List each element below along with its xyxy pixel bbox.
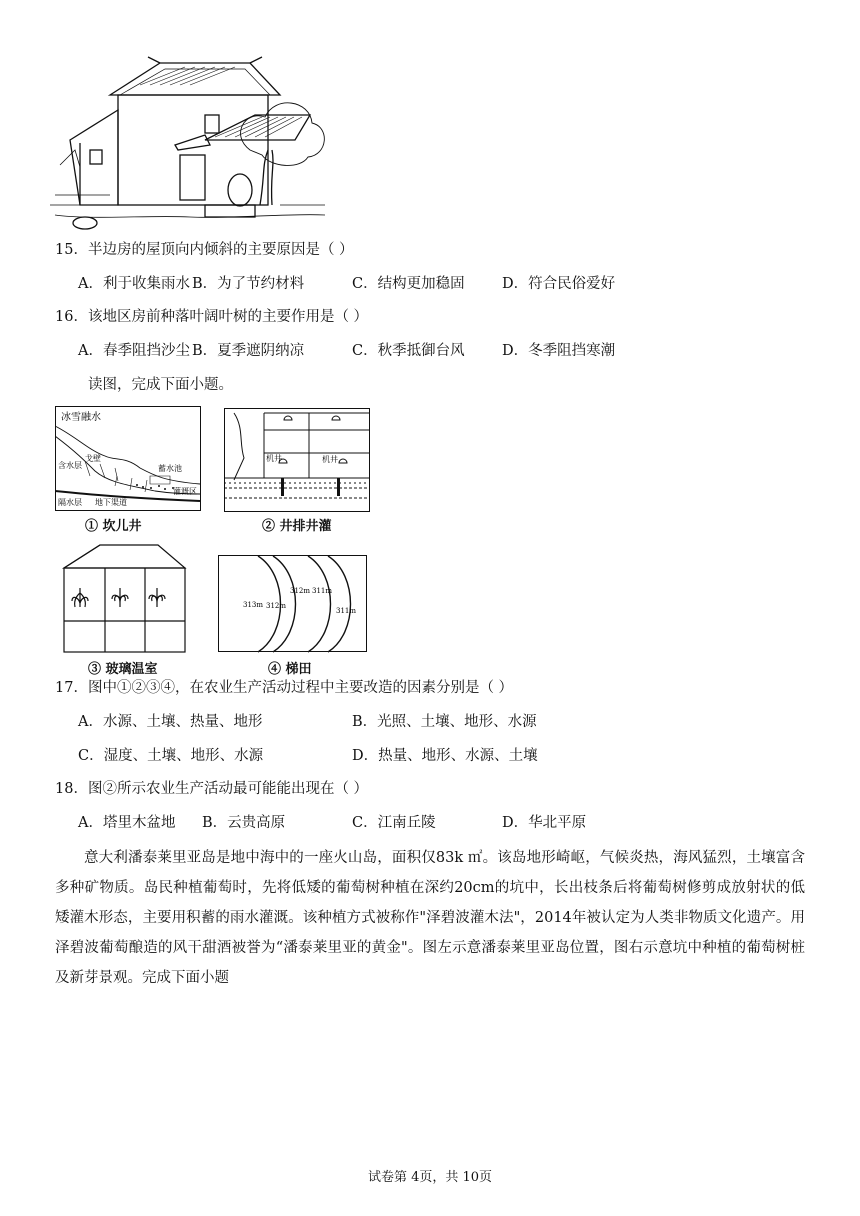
question-15-stem: 15．半边房的屋顶向内倾斜的主要原因是（ ）	[55, 242, 354, 258]
caption-greenhouse: ③ 玻璃温室	[88, 662, 158, 677]
label-contour-312b: 312m	[290, 587, 310, 595]
figure-kanerjing	[55, 406, 201, 511]
page-footer: 试卷第 4页，共 10页	[367, 1170, 493, 1185]
label-contour-312a: 312m	[266, 602, 286, 610]
q15-option-b[interactable]: B．为了节约材料	[192, 276, 305, 292]
q17-option-d[interactable]: D．热量、地形、水源、土壤	[352, 748, 538, 764]
label-contour-313: 313m	[243, 601, 263, 609]
figure-greenhouse	[60, 543, 188, 655]
q18-option-c[interactable]: C．江南丘陵	[352, 815, 436, 831]
q15-option-c[interactable]: C．结构更加稳固	[352, 276, 465, 292]
q16-option-a[interactable]: A．春季阻挡沙尘	[78, 343, 190, 359]
q16-option-c[interactable]: C．秋季抵御台风	[352, 343, 465, 359]
label-channel: 地下渠道	[95, 498, 127, 507]
figure-terrace	[218, 555, 368, 653]
q16-option-d[interactable]: D．冬季阻挡寒潮	[502, 343, 616, 359]
label-pool: 蓄水池	[158, 464, 182, 473]
reading-instruction: 读图，完成下面小题。	[88, 377, 233, 393]
q15-option-d[interactable]: D．符合民俗爱好	[502, 276, 616, 292]
q18-option-b[interactable]: B．云贵高原	[202, 815, 286, 831]
label-well-2: 机井	[322, 455, 338, 464]
reading-passage: 意大利潘泰莱里亚岛是地中海中的一座火山岛，面积仅83k ㎡。该岛地形崎岖，气候炎热，海风猛烈，土壤富含多种矿物质。岛民种植葡萄时，先将低矮的葡萄树种植在深约20cm的坑中，长出枝条后将葡萄树修剪成放射状的低矮灌木形态，主要用积蓄的雨水灌溉。该种植方式被称作"泽碧波灌木法"，2014年被认定为人类非物质文化遗产。用泽碧波葡萄酿造的风干甜酒被誉为“潘泰莱里亚的黄金"。图左示意潘泰莱里亚岛位置，图右示意坑中种植的葡萄树桩及新芽景观。完成下面小题	[55, 850, 805, 986]
caption-kanerjing: ① 坎儿井	[85, 519, 142, 534]
question-17-stem: 17．图中①②③④，在农业生产活动过程中主要改造的因素分别是（ ）	[55, 680, 514, 696]
q17-option-c[interactable]: C．湿度、土壤、地形、水源	[78, 748, 264, 764]
label-irrigation: 灌溉区	[173, 487, 197, 496]
label-aquifer: 含水层	[58, 461, 82, 470]
question-16-stem: 16．该地区房前种落叶阔叶树的主要作用是（ ）	[55, 309, 369, 325]
q17-option-b[interactable]: B．光照、土壤、地形、水源	[352, 714, 537, 730]
house-illustration	[50, 55, 335, 235]
label-gobi: 戈壁	[85, 454, 101, 463]
q15-option-a[interactable]: A．利于收集雨水	[78, 276, 190, 292]
q16-option-b[interactable]: B．夏季遮阴纳凉	[192, 343, 305, 359]
label-aquiclude: 隔水层	[58, 498, 82, 507]
caption-wells: ② 井排井灌	[262, 519, 332, 534]
figure-wells	[224, 408, 370, 512]
caption-terrace: ④ 梯田	[268, 662, 312, 677]
label-contour-311a: 311m	[312, 587, 332, 595]
question-18-stem: 18．图②所示农业生产活动最可能能出现在（ ）	[55, 781, 369, 797]
label-well-1: 机井	[266, 454, 282, 463]
q17-option-a[interactable]: A．水源、土壤、热量、地形	[78, 714, 263, 730]
label-snow-melt: 冰雪融水	[61, 412, 101, 423]
q18-option-a[interactable]: A．塔里木盆地	[78, 815, 176, 831]
label-contour-311b: 311m	[336, 607, 356, 615]
q18-option-d[interactable]: D．华北平原	[502, 815, 587, 831]
